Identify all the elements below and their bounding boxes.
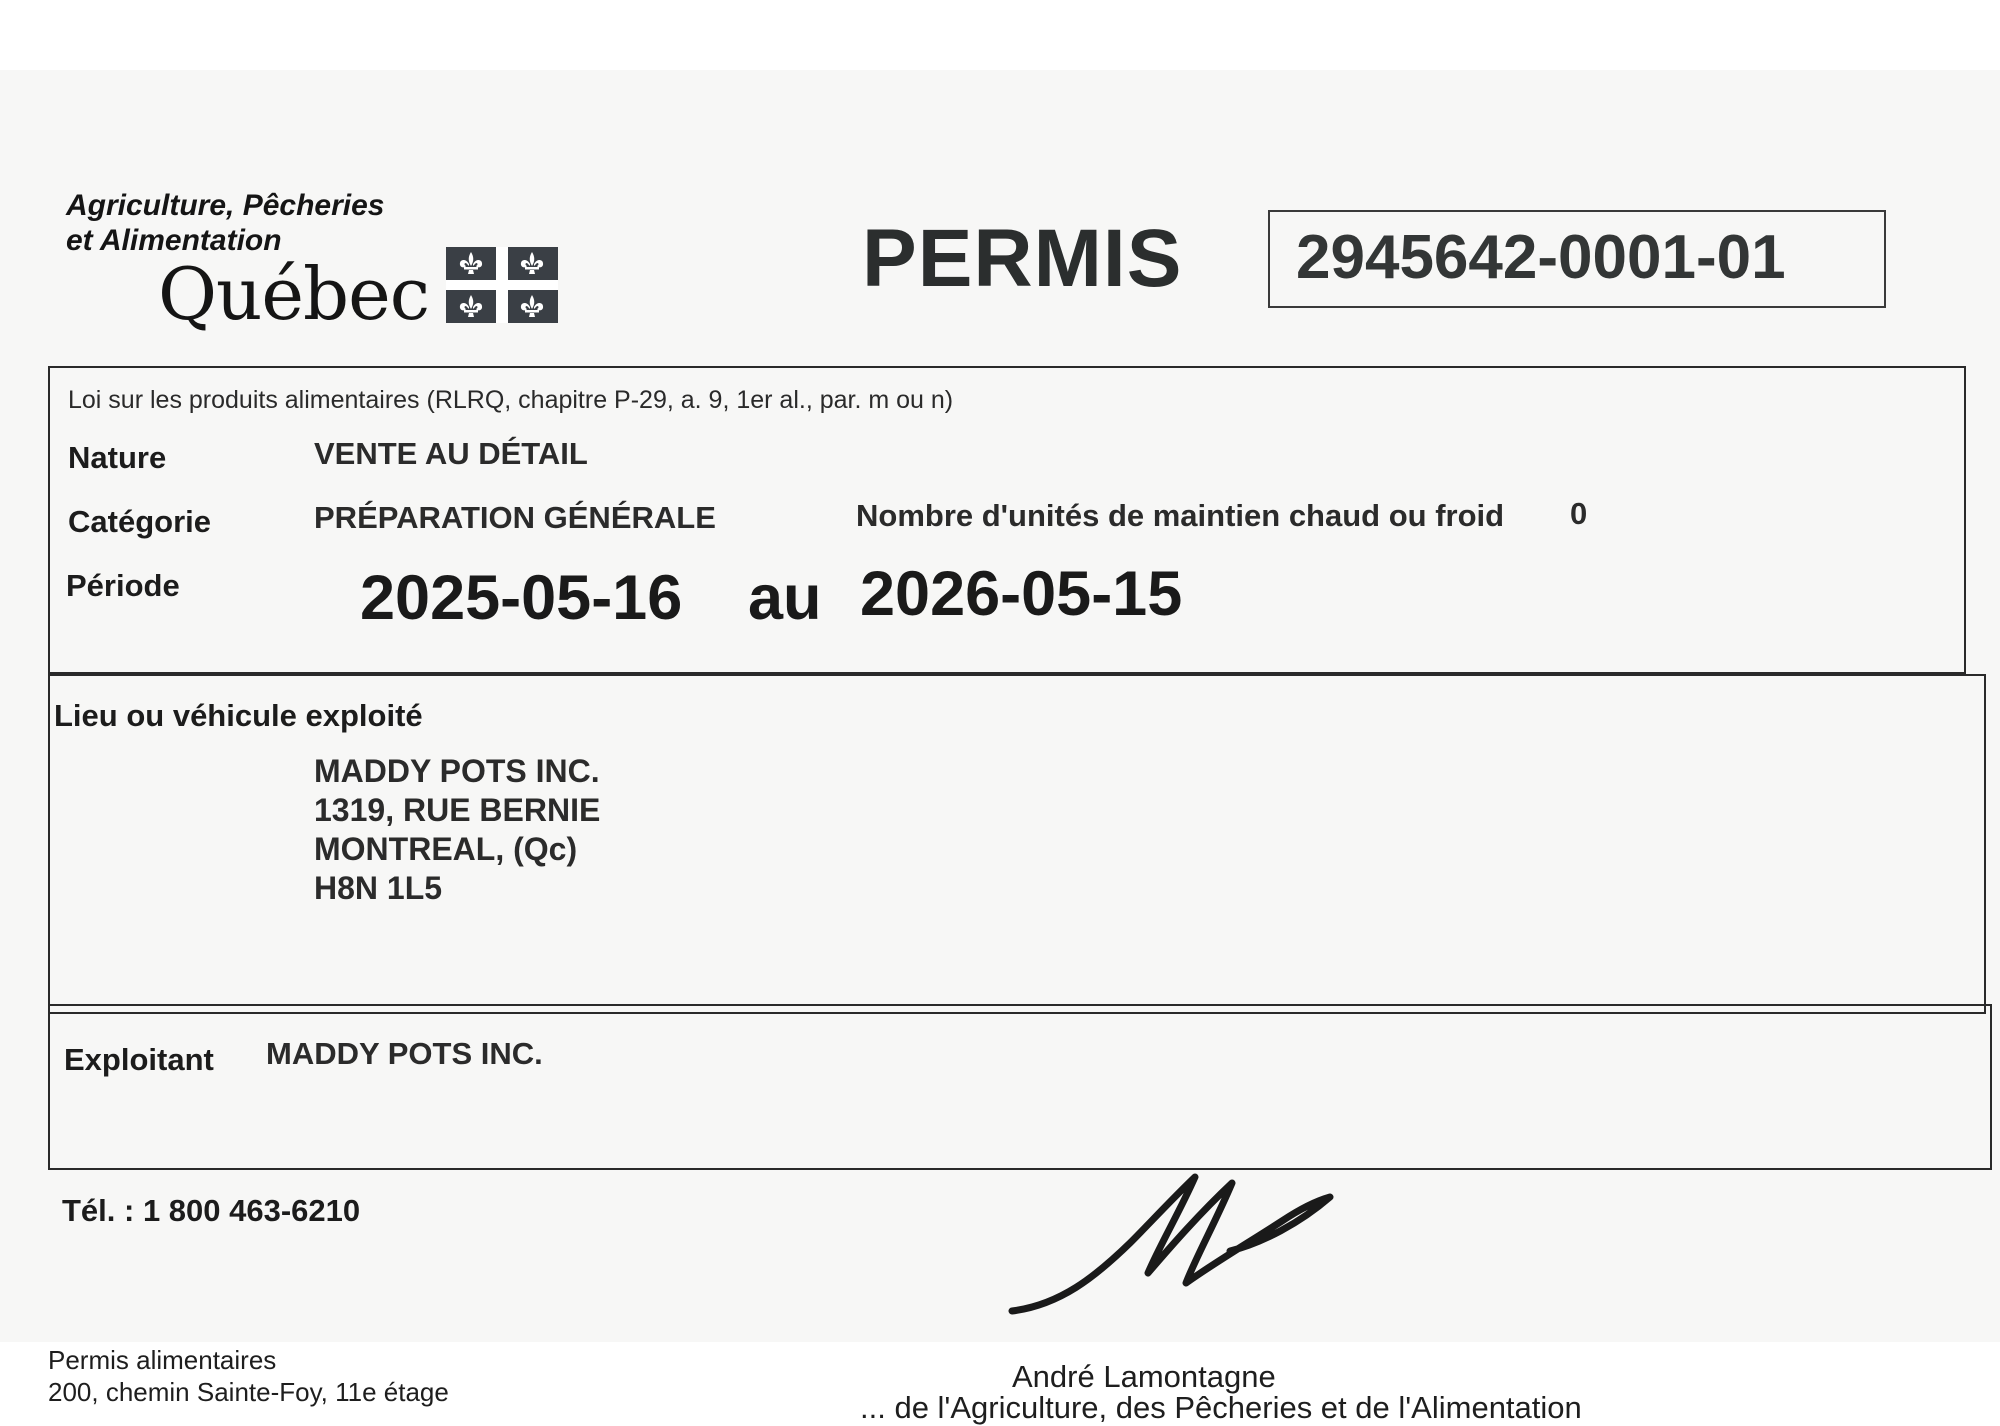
law-reference: Loi sur les produits alimentaires (RLRQ, chapitre P-29, a. 9, 1er al., par. m ou n) xyxy=(68,386,954,414)
office-line-1: Permis alimentaires xyxy=(48,1345,277,1375)
signer-title: ... de l'Agriculture, des Pêcheries et de l'Alimentation xyxy=(860,1390,1582,1425)
ministry-line-2: et Alimentation xyxy=(66,224,282,257)
nature-value: VENTE AU DÉTAIL xyxy=(314,436,588,471)
operator-label: Exploitant xyxy=(64,1042,214,1077)
ministry-name xyxy=(66,188,384,258)
office-line-2: 200, chemin Sainte-Foy, 11e étage xyxy=(48,1377,449,1407)
location-postal-code: H8N 1L5 xyxy=(314,870,443,906)
operator-box xyxy=(48,1004,1992,1170)
signer-name: André Lamontagne xyxy=(1012,1359,1276,1394)
quebec-flag-icon xyxy=(446,247,558,323)
permit-number: 2945642-0001-01 xyxy=(1296,223,1786,292)
location-address xyxy=(314,752,600,908)
nature-label: Nature xyxy=(68,440,167,475)
operator-value: MADDY POTS INC. xyxy=(266,1036,543,1071)
period-start: 2025-05-16 xyxy=(360,563,683,633)
permit-sheet xyxy=(0,70,2000,1425)
period-label: Période xyxy=(66,568,180,603)
units-label: Nombre d'unités de maintien chaud ou froid xyxy=(856,498,1505,533)
quebec-wordmark: Québec xyxy=(158,252,430,336)
units-value: 0 xyxy=(1570,496,1588,531)
location-street: 1319, RUE BERNIE xyxy=(314,792,601,828)
location-label: Lieu ou véhicule exploité xyxy=(54,698,423,733)
office-address xyxy=(48,1344,449,1408)
category-value: PRÉPARATION GÉNÉRALE xyxy=(314,500,716,535)
phone-number: Tél. : 1 800 463-6210 xyxy=(62,1193,361,1228)
category-label: Catégorie xyxy=(68,504,211,539)
location-city: MONTREAL, (Qc) xyxy=(314,831,578,867)
period-end: 2026-05-15 xyxy=(860,559,1183,629)
ministry-line-1: Agriculture, Pêcheries xyxy=(66,189,385,222)
signature-image xyxy=(1000,1165,1350,1315)
location-name: MADDY POTS INC. xyxy=(314,753,600,789)
period-connector: au xyxy=(748,563,822,633)
document-title: PERMIS xyxy=(862,213,1183,304)
